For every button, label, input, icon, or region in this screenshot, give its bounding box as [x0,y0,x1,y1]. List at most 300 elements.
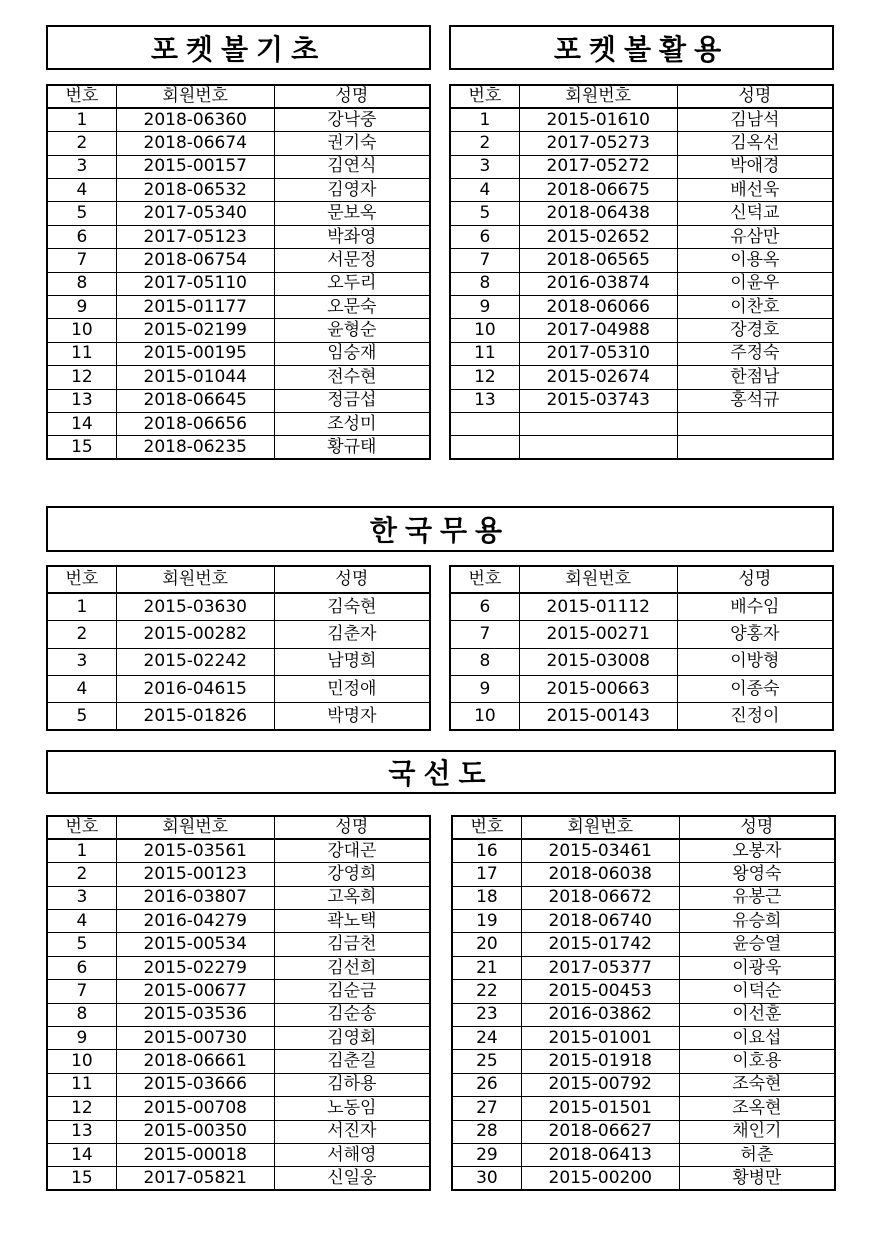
table-row [450,389,833,412]
header-member-id: 회원번호 [116,85,274,108]
cell-number: 9 [450,296,519,319]
cell-member-id: 2017-05821 [116,1167,274,1190]
table-row [450,648,833,675]
cell-number: 15 [47,436,116,459]
cell-number: 13 [47,1120,116,1143]
table-row [47,886,430,909]
cell-member-id: 2015-00730 [116,1027,274,1050]
cell-name: 오봉자 [679,839,835,862]
table-header-row [452,816,835,839]
cell-member-id: 2017-05123 [116,225,274,248]
cell-number: 1 [450,108,519,131]
table-row [47,839,430,862]
cell-member-id: 2018-06360 [116,108,274,131]
table-header-row [47,816,430,839]
cell-name: 김영자 [274,179,430,202]
cell-number: 12 [47,1097,116,1120]
table-row [47,1167,430,1190]
table-row [452,1027,835,1050]
cell-member-id: 2016-04615 [116,676,274,703]
cell-member-id: 2018-06066 [519,296,677,319]
table-row [47,155,430,178]
cell-name: 진정이 [677,703,833,730]
cell-member-id: 2017-05377 [521,956,679,979]
table-row [47,910,430,933]
table-header-row [47,85,430,108]
cell-member-id: 2015-01826 [116,703,274,730]
table-row [47,319,430,342]
cell-name: 홍석규 [677,389,833,412]
cell-name: 이윤우 [677,272,833,295]
cell-name: 유삼만 [677,225,833,248]
cell-member-id: 2015-01742 [521,933,679,956]
cell-number: 23 [452,1003,521,1026]
cell-name: 양홍자 [677,621,833,648]
cell-name: 김춘자 [274,621,430,648]
member-table [46,565,431,731]
cell-number: 11 [47,1073,116,1096]
cell-member-id [519,412,677,435]
table-row [47,1073,430,1096]
cell-member-id: 2015-03536 [116,1003,274,1026]
table-row [452,1073,835,1096]
cell-member-id: 2015-02199 [116,319,274,342]
cell-number: 12 [47,366,116,389]
table-row [47,296,430,319]
table-row [452,1143,835,1166]
cell-member-id: 2015-00453 [521,980,679,1003]
cell-member-id: 2018-06532 [116,179,274,202]
cell-name [677,436,833,459]
header-member-id: 회원번호 [116,816,274,839]
cell-name: 이선훈 [679,1003,835,1026]
cell-name: 배수임 [677,593,833,620]
header-number: 번호 [450,566,519,593]
table-row [452,886,835,909]
cell-name: 박좌영 [274,225,430,248]
table-row [450,249,833,272]
cell-name: 김선희 [274,956,430,979]
cell-member-id: 2015-02242 [116,648,274,675]
header-number: 번호 [450,85,519,108]
cell-member-id: 2015-01610 [519,108,677,131]
cell-name: 배선욱 [677,179,833,202]
cell-number: 8 [47,272,116,295]
cell-member-id: 2015-00677 [116,980,274,1003]
cell-member-id: 2015-01112 [519,593,677,620]
cell-number: 1 [47,108,116,131]
cell-number: 8 [450,648,519,675]
cell-name: 장경호 [677,319,833,342]
cell-member-id: 2015-00282 [116,621,274,648]
cell-name: 이요섭 [679,1027,835,1050]
cell-name: 주정숙 [677,342,833,365]
table-row [47,132,430,155]
header-member-id: 회원번호 [521,816,679,839]
cell-member-id: 2015-00195 [116,342,274,365]
cell-name: 김연식 [274,155,430,178]
cell-member-id: 2018-06675 [519,179,677,202]
section-title-korean-dance: 한국무용 [46,506,834,552]
cell-member-id: 2015-00708 [116,1097,274,1120]
cell-number: 17 [452,863,521,886]
table-row [450,703,833,730]
cell-number: 19 [452,910,521,933]
cell-member-id: 2018-06627 [521,1120,679,1143]
member-table [449,565,834,731]
header-name: 성명 [677,85,833,108]
table-header-row [450,566,833,593]
cell-number: 8 [47,1003,116,1026]
cell-number: 4 [47,676,116,703]
cell-member-id: 2016-03874 [519,272,677,295]
table-row [47,272,430,295]
header-member-id: 회원번호 [519,566,677,593]
cell-number: 21 [452,956,521,979]
cell-member-id: 2015-01177 [116,296,274,319]
cell-number: 1 [47,593,116,620]
cell-name: 박애경 [677,155,833,178]
table-row [47,1143,430,1166]
cell-number: 18 [452,886,521,909]
cell-number: 26 [452,1073,521,1096]
cell-number: 27 [452,1097,521,1120]
cell-number: 15 [47,1167,116,1190]
cell-number: 28 [452,1120,521,1143]
cell-name: 이호용 [679,1050,835,1073]
cell-name: 유봉근 [679,886,835,909]
table-row [450,272,833,295]
cell-name: 오두리 [274,272,430,295]
table-header-row [47,566,430,593]
cell-name: 서문정 [274,249,430,272]
table-row [450,225,833,248]
cell-name: 김영회 [274,1027,430,1050]
cell-member-id: 2018-06235 [116,436,274,459]
cell-name: 윤형순 [274,319,430,342]
table-row [452,1097,835,1120]
cell-member-id: 2015-03666 [116,1073,274,1096]
cell-member-id: 2018-06438 [519,202,677,225]
cell-member-id: 2018-06645 [116,389,274,412]
header-number: 번호 [47,85,116,108]
cell-number: 25 [452,1050,521,1073]
member-table [451,815,836,1191]
cell-name: 채인기 [679,1120,835,1143]
cell-number: 3 [47,155,116,178]
table-row [47,366,430,389]
table-row [450,593,833,620]
cell-name: 문보옥 [274,202,430,225]
cell-number: 2 [47,621,116,648]
cell-member-id: 2015-00143 [519,703,677,730]
cell-number: 22 [452,980,521,1003]
cell-number: 7 [450,621,519,648]
cell-number: 7 [47,249,116,272]
table-row [450,676,833,703]
cell-number: 8 [450,272,519,295]
cell-number: 10 [450,703,519,730]
cell-name: 이용옥 [677,249,833,272]
cell-name: 김하용 [274,1073,430,1096]
cell-member-id: 2015-00792 [521,1073,679,1096]
member-table [46,84,431,460]
cell-number [450,436,519,459]
table-row [47,225,430,248]
cell-number: 9 [47,1027,116,1050]
cell-member-id: 2018-06740 [521,910,679,933]
cell-number: 10 [47,319,116,342]
header-number: 번호 [47,566,116,593]
cell-name: 윤승열 [679,933,835,956]
cell-number: 5 [450,202,519,225]
table-row [450,296,833,319]
cell-member-id: 2015-03461 [521,839,679,862]
cell-member-id: 2015-01918 [521,1050,679,1073]
cell-name: 이찬호 [677,296,833,319]
table-row [452,1167,835,1190]
cell-member-id: 2015-03743 [519,389,677,412]
cell-name: 곽노택 [274,910,430,933]
table-row [452,1050,835,1073]
cell-number: 5 [47,202,116,225]
table-row [450,319,833,342]
cell-member-id: 2017-05310 [519,342,677,365]
cell-member-id: 2015-00271 [519,621,677,648]
cell-number: 11 [450,342,519,365]
table-row [47,342,430,365]
cell-number: 6 [47,225,116,248]
table-row [450,155,833,178]
cell-name: 이방형 [677,648,833,675]
table-row [47,621,430,648]
cell-number: 7 [450,249,519,272]
table-row [452,933,835,956]
table-row [47,1097,430,1120]
cell-number: 6 [450,593,519,620]
table-row [47,956,430,979]
cell-number: 7 [47,980,116,1003]
cell-name: 김순송 [274,1003,430,1026]
cell-number: 14 [47,1143,116,1166]
cell-name: 허춘 [679,1143,835,1166]
cell-member-id: 2017-05340 [116,202,274,225]
table-row [450,366,833,389]
cell-member-id: 2018-06672 [521,886,679,909]
cell-name: 전수현 [274,366,430,389]
cell-number: 1 [47,839,116,862]
cell-number: 3 [450,155,519,178]
table-row [47,980,430,1003]
cell-member-id: 2018-06661 [116,1050,274,1073]
cell-name: 임숭재 [274,342,430,365]
table-row [47,202,430,225]
table-row [452,839,835,862]
cell-member-id: 2015-00200 [521,1167,679,1190]
cell-member-id: 2015-01501 [521,1097,679,1120]
header-member-id: 회원번호 [519,85,677,108]
cell-name: 황규태 [274,436,430,459]
cell-member-id: 2015-03561 [116,839,274,862]
header-member-id: 회원번호 [116,566,274,593]
table-row [47,648,430,675]
cell-member-id: 2018-06038 [521,863,679,886]
cell-member-id: 2016-03807 [116,886,274,909]
cell-number: 2 [47,132,116,155]
table-row [450,342,833,365]
table-row [47,108,430,131]
cell-number: 9 [47,296,116,319]
section-title-kouksundo: 국선도 [46,750,836,794]
cell-name: 황병만 [679,1167,835,1190]
table-row [450,132,833,155]
cell-number [450,412,519,435]
cell-name [677,412,833,435]
cell-number: 12 [450,366,519,389]
table-row [47,1050,430,1073]
table-row [452,980,835,1003]
cell-member-id: 2018-06565 [519,249,677,272]
cell-member-id: 2017-05110 [116,272,274,295]
cell-member-id: 2018-06656 [116,412,274,435]
cell-number: 30 [452,1167,521,1190]
cell-member-id: 2015-01044 [116,366,274,389]
cell-number: 10 [450,319,519,342]
table-row [450,621,833,648]
cell-number: 16 [452,839,521,862]
cell-number: 6 [47,956,116,979]
cell-name: 서진자 [274,1120,430,1143]
cell-member-id: 2015-03008 [519,648,677,675]
table-row [47,933,430,956]
cell-name: 민정애 [274,676,430,703]
table-row [47,863,430,886]
cell-name: 정금섭 [274,389,430,412]
cell-member-id: 2015-00157 [116,155,274,178]
cell-number: 3 [47,648,116,675]
table-row [47,179,430,202]
cell-name: 김춘길 [274,1050,430,1073]
cell-member-id [519,436,677,459]
cell-name: 오문숙 [274,296,430,319]
cell-member-id: 2018-06413 [521,1143,679,1166]
cell-name: 조성미 [274,412,430,435]
table-row [452,1003,835,1026]
cell-name: 조숙현 [679,1073,835,1096]
cell-number: 14 [47,412,116,435]
cell-number: 3 [47,886,116,909]
cell-name: 유승희 [679,910,835,933]
cell-member-id: 2016-03862 [521,1003,679,1026]
table-row [47,593,430,620]
member-table [46,815,431,1191]
member-table [449,84,834,460]
cell-member-id: 2015-00350 [116,1120,274,1143]
cell-name: 강영희 [274,863,430,886]
cell-name: 조옥현 [679,1097,835,1120]
table-row [47,676,430,703]
header-number: 번호 [452,816,521,839]
cell-name: 강낙중 [274,108,430,131]
cell-member-id: 2017-05273 [519,132,677,155]
header-name: 성명 [274,85,430,108]
cell-name: 김숙현 [274,593,430,620]
cell-name: 남명희 [274,648,430,675]
cell-name: 이덕순 [679,980,835,1003]
table-row [452,956,835,979]
cell-name: 박명자 [274,703,430,730]
cell-number: 4 [47,910,116,933]
table-row [47,412,430,435]
cell-number: 29 [452,1143,521,1166]
cell-name: 강대곤 [274,839,430,862]
cell-number: 6 [450,225,519,248]
cell-number: 10 [47,1050,116,1073]
table-row [450,412,833,435]
table-row [452,910,835,933]
cell-name: 김순금 [274,980,430,1003]
cell-name: 이광욱 [679,956,835,979]
cell-number: 4 [450,179,519,202]
table-row [452,863,835,886]
cell-number: 20 [452,933,521,956]
cell-name: 이종숙 [677,676,833,703]
table-row [47,249,430,272]
header-name: 성명 [274,566,430,593]
cell-member-id: 2015-02652 [519,225,677,248]
table-row [452,1120,835,1143]
table-row [47,1003,430,1026]
cell-member-id: 2017-04988 [519,319,677,342]
cell-name: 왕영숙 [679,863,835,886]
cell-name: 서해영 [274,1143,430,1166]
table-row [47,436,430,459]
cell-member-id: 2018-06754 [116,249,274,272]
cell-number: 2 [450,132,519,155]
cell-member-id: 2015-00534 [116,933,274,956]
cell-name: 김옥선 [677,132,833,155]
cell-member-id: 2015-03630 [116,593,274,620]
cell-member-id: 2018-06674 [116,132,274,155]
cell-name: 김금천 [274,933,430,956]
cell-number: 24 [452,1027,521,1050]
cell-name: 권기숙 [274,132,430,155]
cell-number: 5 [47,703,116,730]
cell-number: 9 [450,676,519,703]
header-name: 성명 [677,566,833,593]
cell-name: 김남석 [677,108,833,131]
cell-number: 11 [47,342,116,365]
cell-member-id: 2015-02674 [519,366,677,389]
header-number: 번호 [47,816,116,839]
cell-name: 신덕교 [677,202,833,225]
cell-member-id: 2015-00018 [116,1143,274,1166]
cell-number: 13 [47,389,116,412]
table-row [450,436,833,459]
cell-number: 4 [47,179,116,202]
section-title-pocketball-basic: 포켓볼기초 [46,25,431,70]
cell-member-id: 2015-00123 [116,863,274,886]
table-row [47,389,430,412]
header-name: 성명 [274,816,430,839]
cell-name: 한점남 [677,366,833,389]
cell-member-id: 2016-04279 [116,910,274,933]
cell-number: 2 [47,863,116,886]
table-row [47,1120,430,1143]
cell-member-id: 2017-05272 [519,155,677,178]
section-title-pocketball-advanced: 포켓볼활용 [449,25,834,70]
header-name: 성명 [679,816,835,839]
